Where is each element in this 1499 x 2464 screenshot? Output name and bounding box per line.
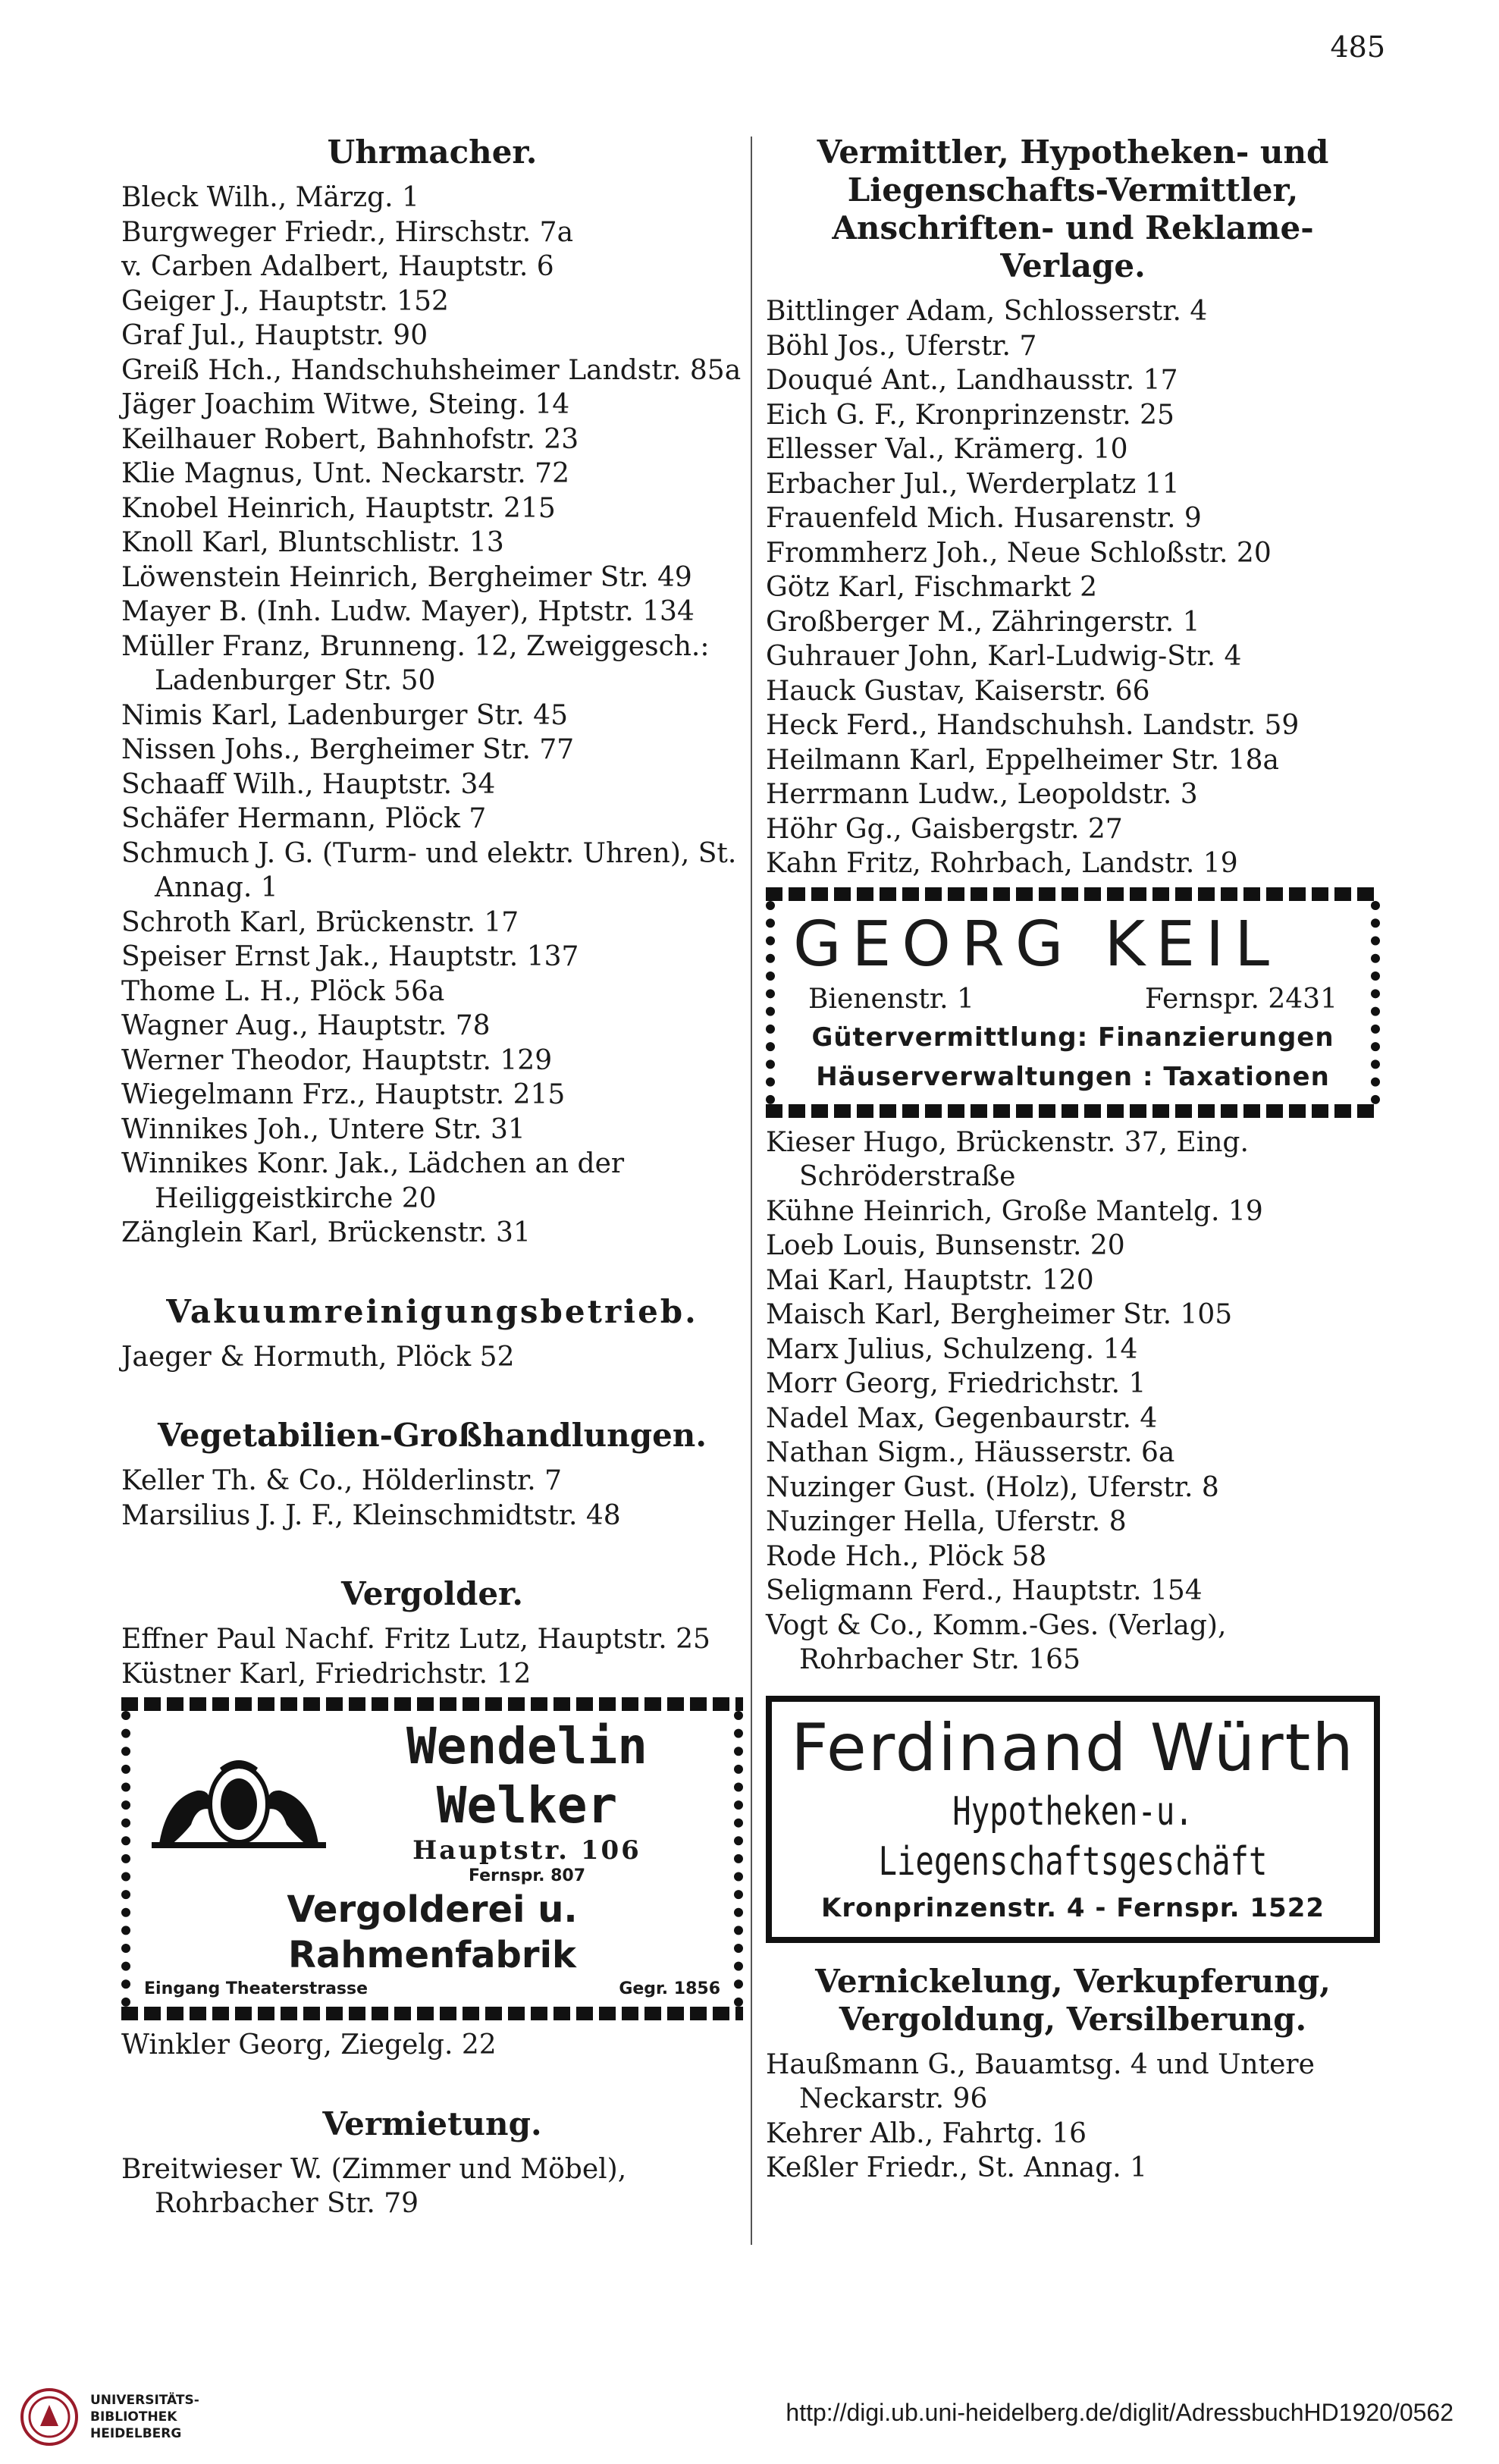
list-vermietung xyxy=(121,2152,743,2221)
list-item: Schroth Karl, Brückenstr. 17 xyxy=(121,906,519,938)
list-item: Kieser Hugo, Brückenstr. 37, Eing. Schröderstraße xyxy=(766,1126,1249,1192)
list-item: Nuzinger Hella, Uferstr. 8 xyxy=(766,1506,1127,1537)
list-item: Höhr Gg., Gaisbergstr. 27 xyxy=(766,813,1123,845)
welker-founded: Gegr. 1856 xyxy=(619,1979,720,1998)
library-logo xyxy=(19,2387,199,2447)
list-item: Eich G. F., Kronprinzenstr. 25 xyxy=(766,399,1174,431)
list-item: Kahn Fritz, Rohrbach, Landstr. 19 xyxy=(766,848,1238,879)
list-item: Bleck Wilh., Märzg. 1 xyxy=(121,182,419,213)
list-item: Jaeger & Hormuth, Plöck 52 xyxy=(121,1341,515,1373)
list-item: Keßler Friedr., St. Annag. 1 xyxy=(766,2152,1148,2183)
list-item: Ellesser Val., Krämerg. 10 xyxy=(766,434,1128,465)
list-item: Speiser Ernst Jak., Hauptstr. 137 xyxy=(121,941,579,972)
list-item: Böhl Jos., Uferstr. 7 xyxy=(766,330,1037,362)
list-item: Rode Hch., Plöck 58 xyxy=(766,1540,1047,1572)
list-item: Mayer B. (Inh. Ludw. Mayer), Hptstr. 134 xyxy=(121,596,695,627)
list-item: Heck Ferd., Handschuhsh. Landstr. 59 xyxy=(766,710,1300,741)
list-vakuumreinigung xyxy=(121,1340,743,1375)
list-item: Seligmann Ferd., Hauptstr. 154 xyxy=(766,1575,1203,1606)
list-item: Müller Franz, Brunneng. 12, Zweiggesch.: Ladenburger Str. 50 xyxy=(121,630,710,696)
list-item: Zänglein Karl, Brückenstr. 31 xyxy=(121,1217,531,1248)
list-item: Loeb Louis, Bunsenstr. 20 xyxy=(766,1230,1125,1261)
welker-name: Wendelin Welker xyxy=(406,1717,648,1835)
list-item: Vogt & Co., Komm.-Ges. (Verlag), Rohrbacher Str. 165 xyxy=(766,1609,1227,1675)
source-url[interactable]: http://digi.ub.uni-heidelberg.de/diglit/AdressbuchHD1920/0562 xyxy=(786,2399,1454,2426)
list-item: Frauenfeld Mich. Husarenstr. 9 xyxy=(766,503,1202,534)
logo-line-2: BIBLIOTHEK xyxy=(90,2409,177,2425)
list-item: Großberger M., Zähringerstr. 1 xyxy=(766,606,1200,638)
list-item: Maisch Karl, Bergheimer Str. 105 xyxy=(766,1299,1233,1330)
wurth-line1: Hypotheken-u. Liegenschaftsgeschäft xyxy=(878,1788,1268,1885)
keil-street: Bienenstr. 1 xyxy=(808,983,974,1015)
list-item: Schmuch J. G. (Turm- und elektr. Uhren), St. Annag. 1 xyxy=(121,837,737,903)
list-item: Thome L. H., Plöck 56a xyxy=(121,975,445,1007)
welker-tagline: Vergolderei u. Rahmenfabrik xyxy=(287,1888,578,1976)
list-vergolder xyxy=(121,1622,743,1691)
list-item: Effner Paul Nachf. Fritz Lutz, Hauptstr. 25 xyxy=(121,1624,710,1655)
keil-name: GEORG KEIL xyxy=(793,908,1280,981)
list-item: Geiger J., Hauptstr. 152 xyxy=(121,285,449,317)
list-item: Breitwieser W. (Zimmer und Möbel), Rohrbacher Str. 79 xyxy=(121,2153,627,2219)
keil-phone: Fernspr. 2431 xyxy=(1145,983,1337,1015)
list-item: Bittlinger Adam, Schlosserstr. 4 xyxy=(766,296,1208,327)
logo-line-1: UNIVERSITÄTS- xyxy=(90,2393,199,2408)
list-item: Heilmann Karl, Eppelheimer Str. 18a xyxy=(766,744,1279,776)
list-item: Douqué Ant., Landhausstr. 17 xyxy=(766,365,1178,396)
crest-icon xyxy=(144,1753,334,1851)
column-divider xyxy=(751,137,752,2245)
list-vegetabilien xyxy=(121,1464,743,1533)
list-vernickelung xyxy=(766,2048,1380,2186)
keil-line1: Gütervermittlung: Finanzierungen xyxy=(811,1022,1334,1053)
list-item: Herrmann Ludw., Leopoldstr. 3 xyxy=(766,779,1198,810)
list-item: Nissen Johs., Bergheimer Str. 77 xyxy=(121,734,575,765)
list-item: Mai Karl, Hauptstr. 120 xyxy=(766,1264,1094,1296)
list-item: Klie Magnus, Unt. Neckarstr. 72 xyxy=(121,458,569,489)
ad-border-bottom xyxy=(121,2007,743,2020)
ad-border-bottom xyxy=(766,1104,1380,1118)
list-item: Hauck Gustav, Kaiserstr. 66 xyxy=(766,675,1150,707)
list-item: Guhrauer John, Karl-Ludwig-Str. 4 xyxy=(766,641,1242,672)
list-item: Küstner Karl, Friedrichstr. 12 xyxy=(121,1658,532,1690)
list-item: Frommherz Joh., Neue Schloßstr. 20 xyxy=(766,537,1272,569)
list-uhrmacher xyxy=(121,180,743,1251)
list-item: Knoll Karl, Bluntschlistr. 13 xyxy=(121,527,504,558)
list-item: Götz Karl, Fischmarkt 2 xyxy=(766,572,1098,603)
list-item: Marx Julius, Schulzeng. 14 xyxy=(766,1333,1138,1365)
wurth-name: Ferdinand Würth xyxy=(791,1709,1355,1786)
list-item: Erbacher Jul., Werderplatz 11 xyxy=(766,468,1180,500)
list-item: v. Carben Adalbert, Hauptstr. 6 xyxy=(121,251,554,282)
list-item: Nathan Sigm., Häusserstr. 6a xyxy=(766,1437,1175,1468)
footer xyxy=(0,2378,1499,2464)
ad-wendelin-welker xyxy=(121,1697,743,2020)
heading-vermittler: Vermittler, Hypotheken- und Liegenschafts-Vermittler, Anschriften- und Reklame-Verlage. xyxy=(817,133,1329,284)
heading-vernickelung: Vernickelung, Verkupferung, Vergoldung, Versilberung. xyxy=(815,1962,1331,2038)
right-column xyxy=(766,129,1380,2186)
list-item: Kühne Heinrich, Große Mantelg. 19 xyxy=(766,1195,1263,1227)
list-item: Winnikes Konr. Jak., Lädchen an der Heiliggeistkirche 20 xyxy=(121,1148,625,1214)
list-item: Nimis Karl, Ladenburger Str. 45 xyxy=(121,699,568,731)
ad-georg-keil xyxy=(766,887,1380,1118)
list-item: Graf Jul., Hauptstr. 90 xyxy=(121,320,428,351)
heading-uhrmacher: Uhrmacher. xyxy=(327,133,538,171)
ad-ferdinand-wurth xyxy=(766,1696,1380,1943)
list-item: Keller Th. & Co., Hölderlinstr. 7 xyxy=(121,1465,563,1496)
ad-border-top xyxy=(121,1697,743,1711)
list-item: Morr Georg, Friedrichstr. 1 xyxy=(766,1368,1146,1399)
list-item: Winkler Georg, Ziegelg. 22 xyxy=(121,2029,497,2061)
keil-line2: Häuserverwaltungen : Taxationen xyxy=(816,1061,1330,1092)
heading-vermietung: Vermietung. xyxy=(322,2105,542,2142)
list-item: Marsilius J. J. F., Kleinschmidtstr. 48 xyxy=(121,1499,621,1531)
heading-vakuumreinigung: Vakuumreinigungsbetrieb. xyxy=(166,1292,698,1330)
ad-border-top xyxy=(766,887,1380,901)
list-item: Schäfer Hermann, Plöck 7 xyxy=(121,803,487,834)
welker-address: Hauptstr. 106 xyxy=(412,1835,641,1866)
page-number: 485 xyxy=(1330,30,1385,64)
list-item: Werner Theodor, Hauptstr. 129 xyxy=(121,1044,553,1076)
seal-icon xyxy=(19,2387,80,2447)
list-item: Burgweger Friedr., Hirschstr. 7a xyxy=(121,216,574,248)
list-item: Wiegelmann Frz., Hauptstr. 215 xyxy=(121,1079,566,1110)
list-vermittler-cont xyxy=(766,1125,1380,1678)
wurth-line2: Kronprinzenstr. 4 - Fernspr. 1522 xyxy=(820,1892,1325,1923)
list-item: Haußmann G., Bauamtsg. 4 und Untere Neckarstr. 96 xyxy=(766,2048,1315,2114)
heading-vergolder: Vergolder. xyxy=(341,1575,523,1612)
welker-phone: Fernspr. 807 xyxy=(468,1866,586,1885)
list-item: Jäger Joachim Witwe, Steing. 14 xyxy=(121,389,570,420)
list-item: Schaaff Wilh., Hauptstr. 34 xyxy=(121,768,496,800)
heading-vegetabilien: Vegetabilien-Großhandlungen. xyxy=(158,1417,707,1454)
list-item: Keilhauer Robert, Bahnhofstr. 23 xyxy=(121,423,579,455)
list-vergolder-cont xyxy=(121,2028,743,2063)
left-column xyxy=(121,129,743,2221)
list-item: Nuzinger Gust. (Holz), Uferstr. 8 xyxy=(766,1471,1219,1503)
list-item: Wagner Aug., Hauptstr. 78 xyxy=(121,1010,491,1041)
list-vermittler xyxy=(766,294,1380,881)
list-item: Winnikes Joh., Untere Str. 31 xyxy=(121,1113,525,1145)
list-item: Nadel Max, Gegenbaurstr. 4 xyxy=(766,1402,1158,1434)
list-item: Löwenstein Heinrich, Bergheimer Str. 49 xyxy=(121,561,692,593)
list-item: Kehrer Alb., Fahrtg. 16 xyxy=(766,2117,1087,2149)
list-item: Knobel Heinrich, Hauptstr. 215 xyxy=(121,492,556,524)
list-item: Greiß Hch., Handschuhsheimer Landstr. 85a xyxy=(121,354,742,386)
welker-entrance: Eingang Theaterstrasse xyxy=(144,1979,368,1998)
logo-line-3: HEIDELBERG xyxy=(90,2426,182,2441)
